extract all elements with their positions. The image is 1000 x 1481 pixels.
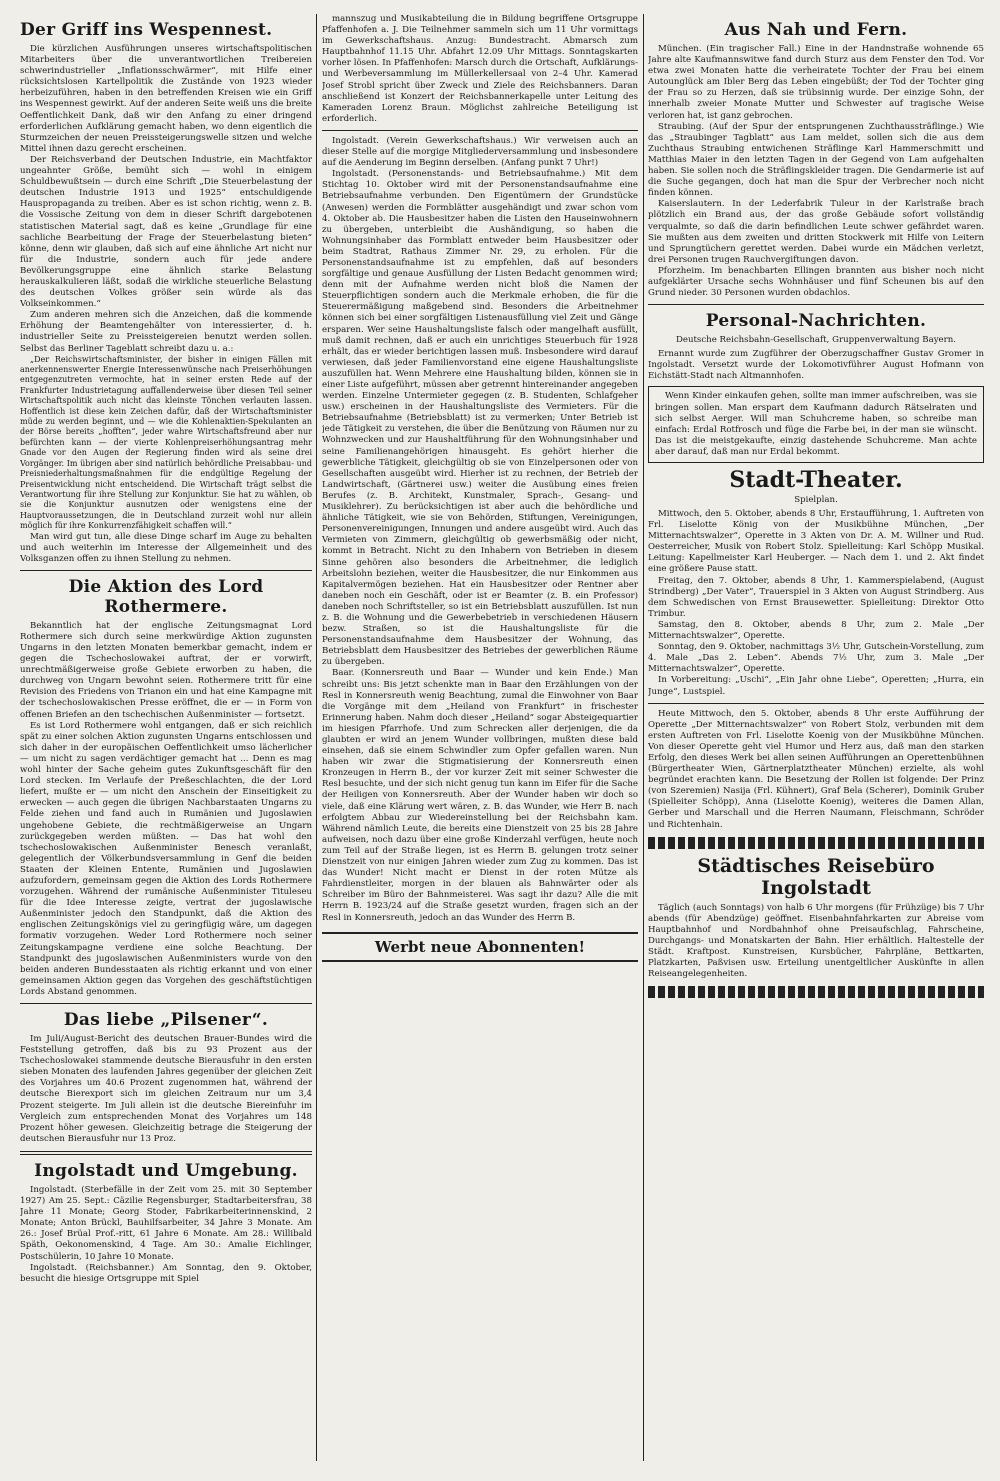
decorative-border [648,986,984,998]
divider [648,703,984,704]
article-text: Freitag, den 7. Oktober, abends 8 Uhr, 1. Kammerspielabend, (August Strindberg) „Der Vater“, Trauerspiel in 3 Akten von August Strindberg. Aus dem Schwedischen von Ernst Brausewetter. Spielleitung: Direktor Otto Trimbur. [648,575,984,619]
headline-ingolstadt: Ingolstadt und Umgebung. [34,1160,298,1181]
headline-rothermere: Die Aktion des Lord Rothermere. [68,576,264,617]
divider [20,1003,312,1004]
article-text: Bekanntlich hat der englische Zeitungsmagnat Lord Rothermere sich durch seine merkwürdige Aktion zugunsten Ungarns in den letzten Monaten bemerkbar gemacht, indem er gegen die Tschechoslowakei auftrat, der er vorwirft, unrechtmäßigerweise große Gebiete erworben zu haben, die durchweg von Ungarn bewohnt seien. Rothermere tritt für eine Revision des Friedens von Trianon ein und hat eine Kampagne mit der tschechoslowakischen Presse eröffnet, die er — in Form von offenen Briefen an den tschechischen Außenminister — fortsetzt. [20,620,312,720]
article-text: Ingolstadt. (Sterbefälle in der Zeit vom 25. mit 30 September 1927) Am 25. Sept.: Cäzilie Regensburger, Stadtarbeitersfrau, 38 Jahre 11 Monate; Georg Stoder, Fabrikarbeiterinnenskind, 2 Monate; Anton Brückl, Bauhilfsarbeiter, 34 Jahre 3 Monate. Am 26.: Josef Brüal Prof.-ritt, 61 Jahre 6 Monate. Am 28.: Willibald Späth, Oekonomenskind, 4 Tage. Am 30.: Amalie Eichlinger, Postschülerin, 10 Jahre 10 Monate. [20,1184,312,1262]
article-text: Samstag, den 8. Oktober, abends 8 Uhr, zum 2. Male „Der Mitternachtswalzer“, Operette. [648,619,984,642]
article-text: Pforzheim. Im benachbarten Ellingen brannten aus bisher noch nicht aufgeklärter Ursache sechs Wohnhäuser und fünf Scheunen bis auf den Grund nieder. 30 Personen wurden obdachlos. [648,265,984,299]
article-text: Heute Mittwoch, den 5. Oktober, abends 8 Uhr erste Aufführung der Operette „Der Mitternachtswalzer“ von Robert Stolz, verbunden mit dem ersten Auftreten von Frl. Liselotte Koenig von der Musikbühne München. Von dieser Operette geht viel Humor und Herz aus, daß man den starken Erfolg, den dieses Werk bei allen seinen Aufführungen an Operettenbühnen (Bürgertheater Wien, Gärtnerplatztheater München) erzielte, als wohl begründet erachten kann. Die Besetzung der Rollen ist folgende: Der Prinz (von Szeremien) Nasija (Frl. Kühnert), Graf Bela (Scherer), Dominik Gruber (Spielleiter Schöpp), Anna (Liselotte Koenig), weiteres die Damen Allan, Gerber und Marschall und die Herren Naumann, Fleischmann, Schröder und Richtenhain. [648,708,984,830]
divider [20,1151,312,1155]
article-text: München. (Ein tragischer Fall.) Eine in der Handnstraße wohnende 65 Jahre alte Kaufmannswitwe fand durch Sturz aus dem Fenster den Tod. Vor etwa zwei Monaten hatte die verheiratete Tochter der Frau bei einem Autounglück am Ibler Berg das Leben eingebüßt; der Tod der Tochter ging der Frau so zu Herzen, daß sie trübsinnig wurde. Der einzige Sohn, der innerhalb zweier Monate Mutter und Schwester auf tragische Weise verloren hat, ist ganz gebrochen. [648,44,984,121]
ad-text: Wenn Kinder einkaufen gehen, sollte man immer aufschreiben, was sie bringen sollen. Man erspart dem Kaufmann dadurch Rätselraten und sich selbst Aerger. Will man Schuhcreme haben, so schreibe man einfach: Erdal Rotfrosch und füge die Farbe bei, in der man sie wünscht. Das ist die meistgekaufte, einzig dastehende Schuhcreme. Man achte aber darauf, daß man nur Erdal bekommt. [655,391,977,457]
article-text: Baar. (Konnersreuth und Baar — Wunder und kein Ende.) Man schreibt uns: Bis jetzt schenkte man in Baar den Erzählungen von der Resl in Konnersreuth wenig Beachtung, zumal die Einwohner von Baar die Vorgänge mit dem „Heiland von Frankfurt“ in frischester Erinnerung haben. Nahm doch dieser „Heiland“ sogar Absteigequartier im hiesigen Pfarrhofe. Und zum Schrecken aller derjenigen, die da glaubten er wird an jenem Wunder vollbringen, mußten diese bald einsehen, daß sie einem Schwindler zum Opfer gefallen waren. Nun haben wir zwar die Stigmatisierung der Konnersreuth einen Kronzeugen in Herrn B., der vor kurzer Zeit mit seiner Schwester die Resl besuchte, und der sich nicht genug tun kann im Eifer für die Sache der Heiligen von Konnersreuth. Aber der Wunder haben wir doch so viele, daß eine Klärung wert wären, z. B. das Wunder, wie Herr B. nach erfolgtem Abbau zur Wiedereinstellung bei der Reichsbahn kam. Während nämlich Leute, die bereits eine Dienstzeit von 25 bis 28 Jahre aufweisen, noch dazu über eine große Kinderzahl verfügen, heute noch zum Teil auf der Straße liegen, ist es Herrn B. gelungen trotz seiner Dienstzeit von nur einigen Jahren wieder zum Zug zu kommen. Das ist das Wunder! Nicht macht er Dienst in der roten Mütze als Fahrdienstleiter, morgen in der blauen als Bahnwärter oder als Schreiber im Büro der Bahnmeisterei. Was sagt ihr dazu? Alle die mit Herrn B. 1923/24 auf die Straße gesetzt wurden, fragen sich an der Resl in Konnersreuth, jedoch an das Wunder des Herrn B. [322,668,638,923]
article-text: Ingolstadt. (Verein Gewerkschaftshaus.) Wir verweisen auch an dieser Stelle auf die morgige Mitgliederversammlung und insbesondere auf die Aenderung im Beginn derselben. (Anfang punkt 7 Uhr!) [322,135,638,169]
divider [322,130,638,131]
subheading: Deutsche Reichsbahn-Gesellschaft, Gruppenverwaltung Bayern. [675,335,957,346]
article-text: Ingolstadt. (Personenstands- und Betriebsaufnahme.) Mit dem Stichtag 10. Oktober wird mit der Personenstandsaufnahme eine Betriebsaufnahme verbunden. Den Eigentümern der Grundstücke (Anwesen) werden die Formblätter ausgehändigt und zwar schon vom 4. Oktober ab. Die Hausbesitzer haben die Listen den Hauseinwohnern zu übergeben, unterbleibt die Aushändigung, so haben die Wohnungsinhaber das Formblatt entweder beim Hausbesitzer oder beim Stadtrat, Rathaus Zimmer Nr. 29, zu erholen. Für die Personenstandsaufnahme ist zu empfehlen, daß auf besonders sorgfältige und genaue Ausfüllung der Listen Bedacht genommen wird; denn mit der Aufnahme werden nicht bloß die Namen der Steuerpflichtigen sondern auch die Merkmale erhoben, die für die Steuerermäßigung maßgebend sind. Besonders die Arbeitnehmer können sich bei einer sorgfältigen Listenausfüllung viel Zeit und Gänge ersparen. Wer seine Haushaltungsliste falsch oder mangelhaft ausfüllt, muß damit rechnen, daß er auch ein unrichtiges Steuerbuch für 1928 erhält, das er wieder berichtigen lassen muß. Insbesondere wird darauf verwiesen, daß jeder Familienvorstand eine eigene Haushaltungsliste auszufüllen hat. Wenn Mehrere eine Haushaltung bilden, können sie in einer Liste aufgeführt, müssen aber getrennt hintereinander angegeben werden. Einzelne Untermieter gegegen (z. B. Studenten, Schlafgeher usw.) erscheinen in der Haushaltungsliste des Vermieters. Für die Betriebsaufnahme (Betriebsblatt) ist zu vermerken; Unter Betrieb ist jede Tätigkeit zu verstehen, die über die Benützung von Räumen nur zu Wohnzwecken und zur Haushaltführung für den Wohnungsinhaber und seine Familienangehörigen hinausgeht. Es gehört hierher die gewerbliche Tätigkeit, gleichgültig ob sie von Einzelpersonen oder von Gesellschaften ausgeübt wird. Hierher ist zu rechnen, der Betrieb der Landwirtschaft, (Gärtnerei usw.) weiter die Ausübung eines freien Berufes (z. B. Architekt, Kunstmaler, Sprach-, Gesang- und Musiklehrer). Zu berücksichtigen ist aber auch die behördliche und ähnliche Tätigkeit, wie sie von Behörden, Stiftungen, Vereinigungen, Personenvereinigungen, Innungen und andere ausgeübt wird. Auch das Vermieten von Zimmern, gleichgültig ob gewerbsmäßig oder nicht, kommt in Betracht. Nicht zu den Inhabern von Betrieben in diesem Sinne gehören also besonders die Arbeitnehmer, die lediglich Arbeitslohn beziehen, weiter die Hausbesitzer, die nur Einkommen aus Kapitalvermögen beziehen. Hat ein Hausbesitzer oder Rentner aber daneben noch ein Geschäft, oder ist er Beamter (z. B. ein Professor) daneben noch Schriftsteller, so ist ein Betriebsblatt auszufüllen. Ist nun z. B. die Wohnung und die Gewerbebetrieb in verschiedenen Häusern bezw. Straßen, so ist die Haushaltungsliste für die Personenstandsaufnahme dem Hausbesitzer der Wohnung, das Betriebsblatt dem Hausbesitzer des Betriebes der gewerblichen Räume zu übergeben. [322,169,638,668]
headline-nah-fern: Aus Nah und Fern. [724,20,908,40]
article-text: Die kürzlichen Ausführungen unseres wirtschaftspolitischen Mitarbeiters über die unverantwortlichen Treibereien schwerindustrieller „Inflationsschwärmer“, mit Hilfe einer rücksichtslosen Kartellpolitik die Zustände von 1923 wieder herbeizuführen, haben in den betreffenden Kreisen wie ein Griff ins Wespennest gewirkt. Auf der anderen Seite weiß uns die breite Oeffentlichkeit Dank, daß wir den Anfang zu einer dringend erforderlichen Aufklärung gemacht haben, wo denn eigentlich die Sturmzeichen der neuen Preissteigerungswelle sitzen und welche Mittel ihnen dazu gerecht erscheinen. [20,44,312,154]
article-text: Im Juli/August-Bericht des deutschen Brauer-Bundes wird die Feststellung getroffen, daß bis zu 93 Prozent aus der Tschechoslowakei stammende deutsche Bierausfuhr in den ersten sieben Monaten des laufenden Jahres gegenüber der gleichen Zeit des Vorjahres um 40.6 Prozent zugenommen hat, während der deutsche Bierexport sich im gleichen Zeitraum nur um 3,4 Prozent steigerte. Im Juli allein ist die deutsche Biereinfuhr im Vergleich zum entsprechenden Monat des Vorjahres um 148 Prozent höher gewesen. Gleichzeitig betrage die Steigerung der deutschen Bierausfuhr nur 13 Proz. [20,1034,312,1144]
headline-personal: Personal-Nachrichten. [705,311,927,332]
column-rule-1 [316,14,317,1461]
article-text: Es ist Lord Rothermere wohl entgangen, daß er sich reichlich spät zu einer solchen Aktion zugunsten Ungarns entschlossen und sich daher in der europäischen Oeffentlichkeit umso lächerlicher — um nicht zu sagen verdächtiger gemacht hat ... Denn es mag wohl hinter der Sache geheim gutes Zukunftsgeschäft für den Lord stecken. Im Verlaufe der Preßeschlachten, die der Lord liefert, mußte er — um nicht den Anschein der Einseitigkeit zu erwecken — auch gegen die übrigen Nachbarstaaten Ungarns zu Felde ziehen und fand auch in Rumänien und Jugoslawien ungehobene Gebiete, die rechtmäßigerweise an Ungarn zurückgegeben werden müßten. — Das hat wohl den tschechoslowakischen Außenminister Benesch veranlaßt, gelegentlich der Völkerbundsversammlung in Genf die beiden Staaten der Kleinen Entente, Rumänien und Jugoslawien aufzufordern, gemeinsam gegen die Aktion des Lords Rothermere vorzugehen. Während der rumänische Außenminister Tituleseu für die Idee Interesse zeigte, vertrat der jugoslawische Außenminister jedoch den Standpunkt, daß die Aktion des englischen Zeitungskönigs viel zu geringfügig wäre, um dagegen formativ vorzugehen. Weder Lord Rothermere noch seiner Zeitungskampagne verdiene eine solche Beachtung. Der Standpunkt des jugoslawischen Außenministers wurde von den beiden anderen Bundesstaaten als richtig erkannt und von einer gemeinsamen Aktion gegen das Vorgehen des geschäftstüchtigen Lords Abstand genommen. [20,720,312,997]
article-text: Man wird gut tun, alle diese Dinge scharf im Auge zu behalten und auch weiterhin im Interesse der Allgemeinheit und des Volksganzen offen zu ihnen Stellung zu nehmen. [20,531,312,564]
article-text: Straubing. (Auf der Spur der entsprungenen Zuchthaussträflinge.) Wie das „Straubinger Tagblatt“ aus Lam meldet, sollen sich die aus dem Zuchthaus Straubing entwichenen Sträflinge Karl Hammerschmitt und Matthias Maier in den letzten Tagen in der Gegend von Lam aufgehalten haben. Sie sollen noch die Sträflingskleider tragen. Die Gendarmerie ist auf die Suche gegangen, doch hat man die Spur der Verbrecher noch nicht finden können. [648,121,984,199]
divider [648,304,984,305]
subheading: Spielplan. [794,495,838,505]
column-right [648,14,984,1461]
subscription-banner: Werbt neue Abonnenten! [322,932,638,962]
headline-stadt-theater: Stadt-Theater. [729,467,903,493]
advertisement-erdal [648,386,984,463]
column-middle [322,14,638,1461]
headline-pilsener: Das liebe „Pilsener“. [63,1010,269,1030]
headline-wespennest: Der Griff ins Wespennest. [20,20,273,40]
article-text: Der Reichsverband der Deutschen Industrie, ein Machtfaktor ungeahnter Größe, bemüht sich — wohl in einigem Schuldbewußtsein — durch eine Schrift „Die Steuerbelastung der deutschen Industrie 1913 und 1925“ entschuldigende Hauspropaganda zu treiben. Aber es ist schon richtig, wenn z. B. die Vossische Zeitung von dem in dieser Schrift dargebotenen statistischen Material sagt, daß es keine „Grundlage für eine sachliche Bearbeitung der Frage der Steuerbelastung bieten“ könne, denn wir glauben, daß sich auf eine ähnliche Art nicht nur für die Industrie, sondern auch für jede andere Bevölkerungsgruppe eine ähnlich starke Belastung herauskalkulieren läßt, sodaß die wirkliche steuerliche Belastung des deutschen Volkes größer sein würde als das Volkseinkommen.“ [20,154,312,310]
article-text: mannszug und Musikabteilung die in Bildung begriffene Ortsgruppe Pfaffenhofen a. J. Die Teilnehmer sammeln sich um 11 Uhr vormittags im Gewerkschaftshaus. Anzug: Bundestracht. Abmarsch zum Hauptbahnhof 11.15 Uhr. Abfahrt 12.09 Uhr Mittags. Sonntagskarten vorher lösen. In Pfaffenhofen: Marsch durch die Ortschaft, Aufklärungs- und Werbeversammlung im Müllerkellersaal von 2–4 Uhr. Kamerad Josef Strobl spricht über Zweck und Ziele des Reichsbanners. Daran anschließend ist Konzert der Reichsbannerkapelle unter Leitung des Kameraden Lorenz Braun. Möglichst zahlreiche Beteiligung ist erforderlich. [322,14,638,124]
article-text: Täglich (auch Sonntags) von halb 6 Uhr morgens (für Frühzüge) bis 7 Uhr abends (für Abendzüge) geöffnet. Eisenbahnfahrkarten zur Abreise vom Hauptbahnhof und Nordbahnhof ohne Preisaufschlag, Fahrscheine, Durchgangs- und Monatskarten der Bahn. Hier erhältlich. Haltestelle der Städt. Kraftpost. Kunstreisen, Kursbücher, Fahrpläne, Bettkarten, Platzkarten, Paßvisen usw. Erteilung unentgeltlicher Auskünfte in allen Reiseangelegenheiten. [648,902,984,980]
column-left [20,14,312,1461]
decorative-border [648,837,984,849]
article-text: Kaiserslautern. In der Lederfabrik Tuleur in der Karlstraße brach plötzlich ein Brand aus, der das große Gebäude sofort vollständig verqualmte, so daß die darin befindlichen Leute schwer gefährdet waren. Sie mußten aus dem zweiten und dritten Stockwerk mit Hilfe von Leitern und Sprungtüchern gerettet werden. Dabei wurde ein Mädchen verletzt, drei Personen trugen Rauchvergiftungen davon. [648,199,984,265]
article-text: Mittwoch, den 5. Oktober, abends 8 Uhr, Erstaufführung, 1. Auftreten von Frl. Liselotte König von der Musikbühne München, „Der Mitternachtswalzer“, Operette in 3 Akten von Dr. A. M. Willner und Rud. Oesterreicher, Musik von Robert Stolz. Spielleitung: Karl Schöpp Musikal. Leitung: Kapellmeister Karl Heuberger. — Nach dem 1. und 2. Akt findet eine größere Pause statt. [648,509,984,575]
article-text: In Vorbereitung: „Uschi“, „Ein Jahr ohne Liebe“, Operetten; „Hurra, ein Junge“, Lustspiel. [648,675,984,697]
article-text: Ingolstadt. (Reichsbanner.) Am Sonntag, den 9. Oktober, besucht die hiesige Ortsgruppe mit Spiel [20,1262,312,1284]
headline-reisebuero: Städtisches Reisebüro Ingolstadt [697,854,935,899]
divider [20,570,312,571]
column-rule-2 [643,14,644,1461]
article-quote: „Der Reichswirtschaftsminister, der bisher in einigen Fällen mit anerkennenswerter Energie Interessenwünsche nach Preiserhöhungen entgegenzutreten vermochte, hat in seiner ersten Rede auf der Frankfurter Industrietagung auffallenderweise über diesen Teil seiner Wirtschaftspolitik auch nicht das kleinste Tönchen verlauten lassen. Hoffentlich ist diese kein Zeichen dafür, daß der Wirtschaftsminister müde zu werden beginnt, und — wie die Kohlenaktien-Spekulanten an der Börse bereits „hofften“, jeder wahre Wirtschaftsfreund aber nur befürchten kann — der vierte Kohlenpreiserhöhungsantrag mehr Gnade vor den Augen der Regierung finden wird als seine drei Vorgänger. Im übrigen aber sind natürlich behördliche Preisabbau- und Preisniederhaltungsmaßnahmen für die endgültige Regelung der Preisentwicklung nicht entscheidend. Die Wirtschaft trägt selbst die Verantwortung für ihre Stellung zur Konjunktur. Sie hat zu wählen, ob sie die Konjunktur ausnutzen oder wenigstens eine der Hauptvoraussetzungen, die in Deutschland zurzeit wohl nur allein möglich für ihre Konkurrenzfähigkeit schaffen will.“ [20,354,312,531]
article-text: Ernannt wurde zum Zugführer der Oberzugschaffner Gustav Gromer in Ingolstadt. Versetzt wurde der Lokomotivführer August Hofmann von Eichstätt-Stadt nach Altmannhofen. [648,349,984,382]
article-text: Zum anderen mehren sich die Anzeichen, daß die kommende Erhöhung der Beamtengehälter von interessierter, d. h. industrieller Seite zu Preissteigereien benutzt werden sollen. Selbst das Berliner Tageblatt schreibt dazu u. a.: [20,310,312,354]
article-text: Sonntag, den 9. Oktober, nachmittags 3½ Uhr, Gutschein-Vorstellung, zum 4. Male „Das 2. Leben“. Abends 7½ Uhr, zum 3. Male „Der Mitternachtswalzer“, Operette. [648,642,984,675]
